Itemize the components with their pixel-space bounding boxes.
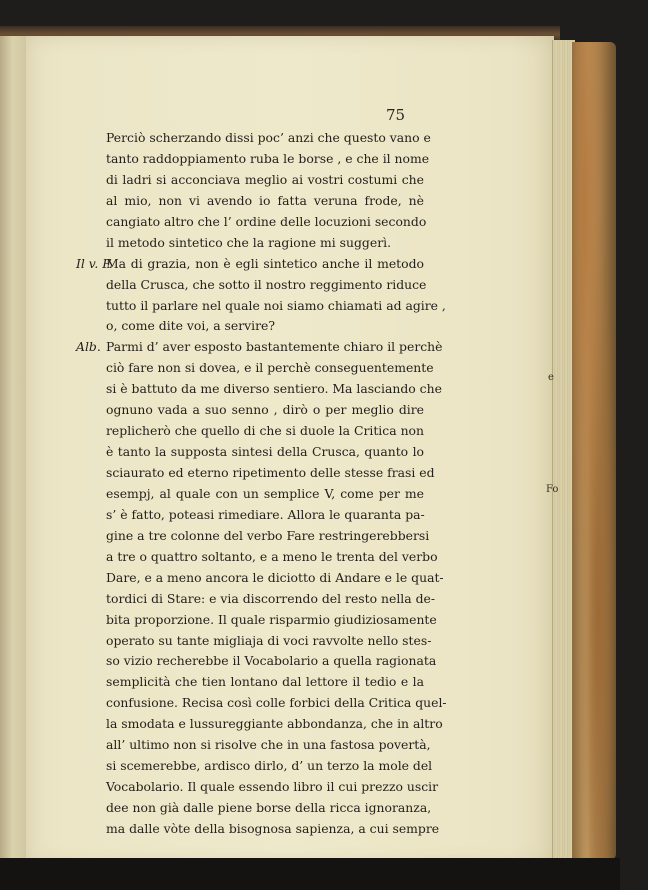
page-text — [76, 128, 447, 840]
line-text: all’ ultimo non si risolve che in una fastosa povertà, — [106, 737, 431, 753]
line-text: cangiato altro che l’ ordine delle locuzioni secondo — [106, 213, 427, 229]
line-text: a tre o quattro soltanto, e a meno le trenta del verbo — [106, 548, 438, 564]
page-number: 75 — [386, 106, 406, 124]
text-line — [76, 337, 443, 358]
text-line — [76, 484, 424, 505]
line-text: Vocabolario. Il quale essendo libro il cui prezzo uscir — [106, 779, 439, 795]
line-text: confusione. Recisa così colle forbici della Critica quel- — [106, 695, 447, 711]
text-line — [76, 610, 437, 631]
line-text: bita proporzione. Il quale risparmio giudiziosamente — [106, 611, 437, 627]
line-text: tutto il parlare nel quale noi siamo chiamati ad agire , — [106, 297, 446, 313]
line-text: tanto raddoppiamento ruba le borse , e che il nome — [106, 150, 430, 166]
facing-page-edge — [0, 36, 29, 862]
line-text: ma dalle vòte della bisognosa sapienza, a cui sempre — [106, 820, 440, 836]
line-text: si scemerebbe, ardisco dirlo, d’ un terzo la mole del — [106, 758, 433, 774]
line-text: s’ è fatto, poteasi rimediare. Allora le quaranta pa- — [106, 506, 425, 522]
line-text: è tanto la supposta sintesi della Crusca, quanto lo — [106, 444, 424, 460]
text-line — [76, 421, 424, 442]
line-text: Perciò scherzando dissi poc’ anzi che questo vano e — [106, 130, 431, 145]
text-line — [76, 233, 424, 254]
marbled-cover — [572, 42, 616, 860]
line-text: o, come dite voi, a servire? — [106, 318, 276, 334]
margin-mark: e — [548, 372, 554, 383]
speaker-label: Alb. — [76, 339, 101, 355]
line-text: ciò fare non si dovea, e il perchè conseguentemente — [106, 360, 434, 376]
line-text: della Crusca, che sotto il nostro reggimento riduce — [106, 276, 427, 292]
line-text: dee non già dalle piene borse della ricca ignoranza, — [106, 800, 432, 815]
text-line — [76, 693, 447, 714]
line-text: so vizio recherebbe il Vocabolario a quella ragionata — [106, 653, 437, 669]
text-line — [76, 798, 432, 819]
line-text: ognuno vada a suo senno , dirò o per meglio dire — [106, 402, 424, 418]
text-line — [76, 547, 438, 568]
line-text: operato su tante migliaja di voci ravvolte nello stes- — [106, 632, 432, 648]
text-line — [76, 128, 431, 149]
line-text: Parmi d’ aver esposto bastantemente chiaro il perchè — [106, 339, 443, 355]
margin-mark: Fo — [546, 484, 559, 495]
text-line — [76, 400, 424, 421]
line-text: tordici di Stare: e via discorrendo del resto nella de- — [106, 590, 436, 606]
text-line — [76, 714, 443, 735]
text-line — [76, 568, 444, 589]
text-line — [76, 777, 439, 798]
line-text: la smodata e lussureggiante abbondanza, che in altro — [106, 716, 443, 732]
text-line — [76, 505, 424, 526]
scan-bottom-shadow — [0, 858, 620, 890]
text-line — [76, 254, 424, 275]
text-line — [76, 379, 442, 400]
speaker-label: Il v. F. — [76, 255, 113, 271]
line-text: Ma di grazia, non è egli sintetico anche il metodo — [106, 255, 424, 271]
text-line — [76, 526, 430, 547]
text-line — [76, 442, 424, 463]
text-line — [76, 819, 440, 840]
line-text: semplicità che tien lontano dal lettore il tedio e la — [106, 674, 424, 690]
line-text: di ladri si acconciava meglio ai vostri costumi che — [106, 171, 424, 187]
line-text: Dare, e a meno ancora le diciotto di Andare e le quat- — [106, 569, 444, 585]
line-text: il metodo sintetico che la ragione mi suggerì. — [106, 234, 392, 250]
text-line — [76, 170, 424, 191]
line-text: si è battuto da me diverso sentiero. Ma lasciando che — [106, 381, 442, 397]
line-text: gine a tre colonne del verbo Fare restringerebbersi — [106, 527, 430, 543]
text-line — [76, 212, 427, 233]
line-text: replicherò che quello di che si duole la Critica non — [106, 423, 424, 439]
text-line — [76, 316, 424, 337]
line-text: esempj, al quale con un semplice V, come per me — [106, 485, 424, 501]
text-line — [76, 358, 434, 379]
line-text: al mio, non vi avendo io fatta veruna frode, nè — [106, 192, 424, 208]
text-line — [76, 149, 430, 170]
text-line — [76, 735, 431, 756]
text-line — [76, 651, 437, 672]
line-text: sciaurato ed eterno ripetimento delle stesse frasi ed — [106, 465, 435, 480]
text-line — [76, 756, 433, 777]
text-line — [76, 275, 427, 296]
text-line — [76, 589, 436, 610]
text-line — [76, 191, 424, 212]
text-line — [76, 296, 446, 317]
text-line — [76, 463, 435, 484]
text-line — [76, 672, 424, 693]
text-line — [76, 631, 432, 652]
